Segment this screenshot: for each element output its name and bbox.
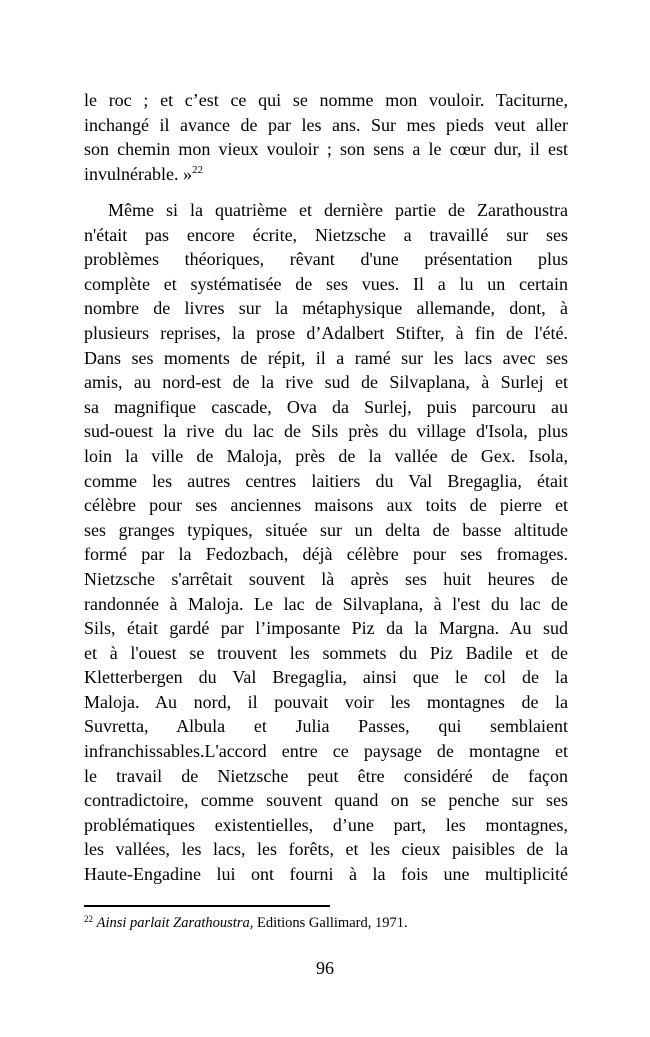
- text-line: [84, 162, 568, 187]
- footnote-title: Ainsi parlait Zarathoustra,: [96, 915, 254, 931]
- line-text: inchangé il avance de par les ans. Sur mes pieds veut aller: [84, 114, 568, 135]
- text-line: [84, 764, 568, 789]
- text-line: [84, 542, 568, 567]
- line-text: Nietzsche s'arrêtait souvent là après ses huit heures de: [84, 568, 568, 589]
- line-text: célèbre pour ses anciennes maisons aux toits de pierre et: [84, 495, 568, 516]
- text-line: [84, 690, 568, 715]
- line-text: formé par la Fedozbach, déjà célèbre pour ses fromages.: [84, 544, 568, 565]
- text-line: [84, 714, 568, 739]
- text-line: [84, 370, 568, 395]
- line-text: Suvretta, Albula et Julia Passes, qui semblaient: [84, 716, 568, 737]
- footnote-number: 22: [84, 914, 93, 924]
- line-text: contradictoire, comme souvent quand on se penche sur ses: [84, 790, 568, 811]
- line-text: les vallées, les lacs, les forêts, et les cieux paisibles de la: [84, 839, 568, 860]
- text-line: [84, 137, 568, 162]
- page-number: 96: [316, 958, 334, 978]
- line-text: problèmes théoriques, rêvant d'une présentation plus: [84, 249, 568, 270]
- line-text: le travail de Nietzsche peut être considéré de façon: [84, 765, 568, 786]
- text-line: [84, 88, 568, 113]
- line-text: Maloja. Au nord, il pouvait voir les montagnes de la: [84, 691, 568, 712]
- line-text: infranchissables.L'accord entre ce paysage de montagne et: [84, 741, 568, 762]
- text-line: [84, 419, 568, 444]
- footnote-reference: 22: [191, 163, 203, 176]
- footnote-text: Editions Gallimard, 1971.: [253, 915, 408, 931]
- line-text: amis, au nord-est de la rive sud de Silvaplana, à Surlej et: [84, 372, 568, 393]
- line-text: et à l'ouest se trouvent les sommets du Piz Badile et de: [84, 642, 568, 663]
- footnote-separator: [84, 905, 330, 907]
- text-line: [84, 567, 568, 592]
- text-line: [84, 395, 568, 420]
- line-text: Dans ses moments de répit, il a ramé sur les lacs avec ses: [84, 347, 568, 368]
- line-text: complète et systématisée de ses vues. Il a lu un certain: [84, 273, 568, 294]
- text-line: [84, 739, 568, 764]
- line-text: Sils, était gardé par l’imposante Piz da la Margna. Au sud: [84, 618, 568, 639]
- line-text: loin la ville de Maloja, près de la vallée de Gex. Isola,: [84, 445, 568, 466]
- text-line: [84, 862, 568, 887]
- text-line: [84, 113, 568, 138]
- text-line: [84, 272, 568, 297]
- text-line: [84, 788, 568, 813]
- line-text: Même si la quatrième et dernière partie de Zarathoustra: [108, 200, 568, 220]
- text-line: [84, 592, 568, 617]
- line-text: randonnée à Maloja. Le lac de Silvaplana, à l'est du lac de: [84, 593, 568, 614]
- text-line: [84, 837, 568, 862]
- line-text: problématiques existentielles, d’une part, les montagnes,: [84, 814, 568, 835]
- text-line: [84, 444, 568, 469]
- line-text: n'était pas encore écrite, Nietzsche a travaillé sur ses: [84, 224, 568, 245]
- text-line: [84, 321, 568, 346]
- text-line: [84, 247, 568, 272]
- text-line: [84, 296, 568, 321]
- line-text: plusieurs reprises, la prose d’Adalbert Stifter, à fin de l'été.: [84, 322, 568, 343]
- line-text: comme les autres centres laitiers du Val Bregaglia, était: [84, 470, 568, 491]
- line-text: son chemin mon vieux vouloir ; son sens a le cœur dur, il est: [84, 139, 568, 160]
- footnote: [84, 915, 408, 932]
- line-text: sud-ouest la rive du lac de Sils près du village d'Isola, plus: [84, 421, 568, 442]
- text-line: [84, 813, 568, 838]
- line-text: invulnérable. »: [84, 163, 192, 184]
- line-text: Haute-Engadine lui ont fourni à la fois une multiplicité: [84, 864, 568, 885]
- text-line: [84, 518, 568, 543]
- line-text: nombre de livres sur la métaphysique allemande, dont, à: [84, 298, 568, 319]
- text-line: [84, 469, 568, 494]
- text-line: [84, 616, 568, 641]
- text-line: [84, 665, 568, 690]
- line-text: sa magnifique cascade, Ova da Surlej, puis parcouru au: [84, 396, 568, 417]
- text-line: [84, 346, 568, 371]
- text-line: [84, 641, 568, 666]
- line-text: ses granges typiques, située sur un delta de basse altitude: [84, 519, 568, 540]
- text-line: [84, 223, 568, 248]
- paragraph-body: [84, 198, 568, 887]
- paragraph-quote-end: [84, 88, 568, 186]
- text-line: [84, 198, 568, 223]
- text-line: [84, 493, 568, 518]
- line-text: Kletterbergen du Val Bregaglia, ainsi que le col de la: [84, 667, 568, 688]
- line-text: le roc ; et c’est ce qui se nomme mon vouloir. Taciturne,: [84, 90, 568, 110]
